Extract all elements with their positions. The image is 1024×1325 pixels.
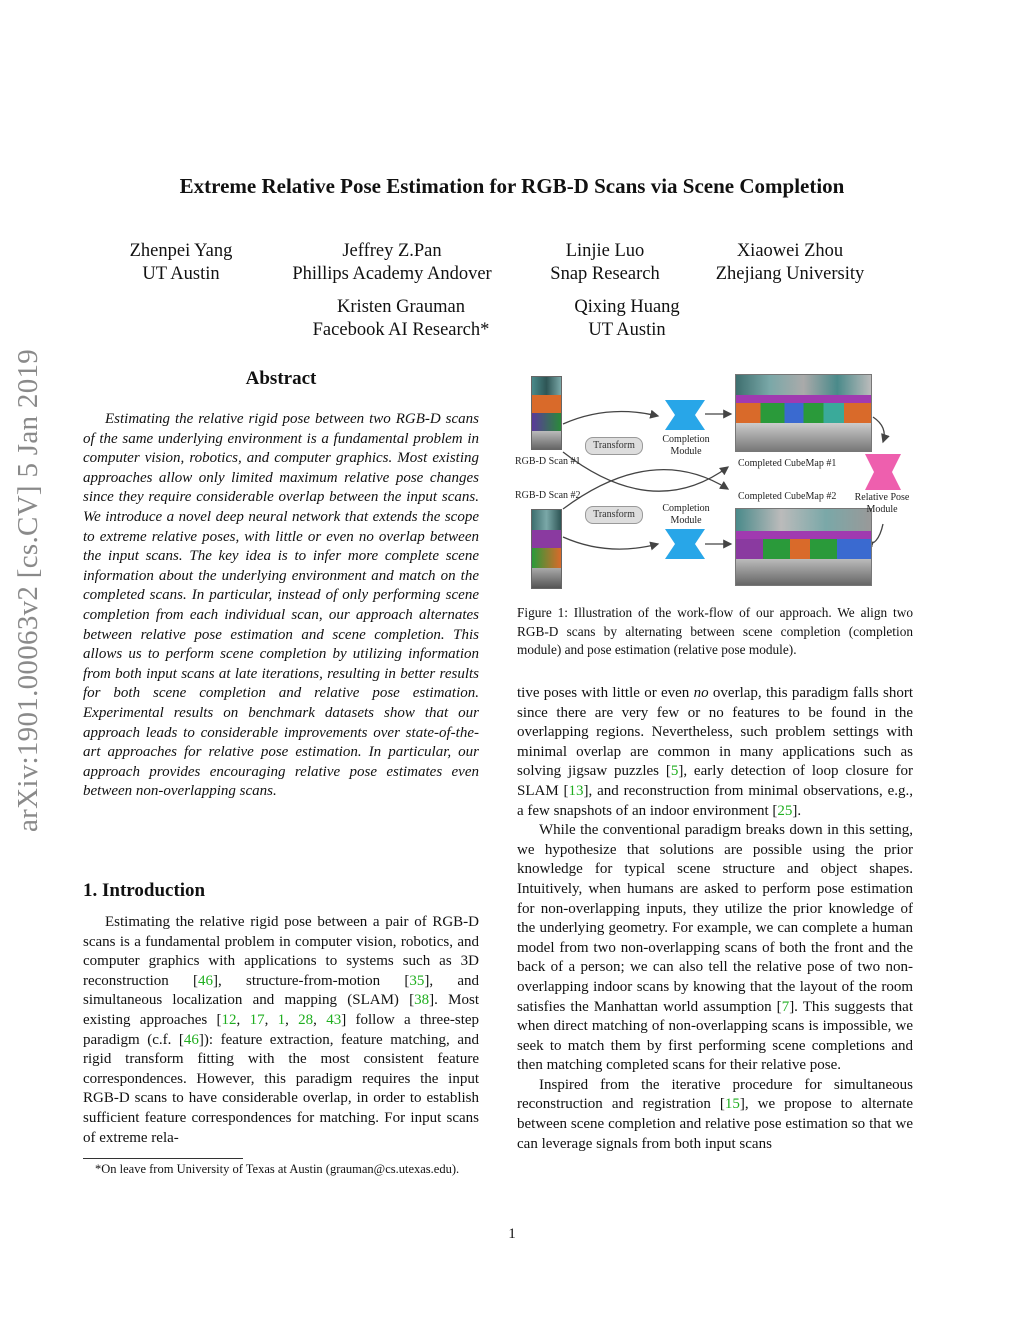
citation-link[interactable]: 17 <box>249 1011 265 1028</box>
citation-link[interactable]: 25 <box>777 802 793 819</box>
transform-label-1: Transform <box>585 437 643 455</box>
text-run: tive poses with little or even <box>517 685 694 701</box>
author-affiliation: UT Austin <box>142 264 220 284</box>
scan2-label: RGB-D Scan #2 <box>515 490 581 501</box>
relative-pose-label: Relative Pose Module <box>854 492 910 515</box>
author-name: Xiaowei Zhou <box>736 241 844 261</box>
figure-1 <box>513 372 915 590</box>
citation-link[interactable]: 13 <box>568 782 584 799</box>
scan2-image <box>531 509 562 589</box>
author-affiliation: UT Austin <box>588 320 666 340</box>
right-column <box>517 684 913 1154</box>
author-name: Zhenpei Yang <box>129 241 233 261</box>
cubemap1-image <box>735 374 872 452</box>
text-run: ]. This suggests that when direct matching of non-overlapping scans is impossible, we seek to match them by first performing scene completions and then matching completed scans for their relative pose. <box>517 998 913 1074</box>
author-name: Linjie Luo <box>565 241 645 261</box>
completion-module-icon <box>665 400 705 430</box>
footnote: *On leave from University of Texas at Austin (grauman@cs.utexas.edu). <box>95 1162 460 1176</box>
text-run: ]. Most existing approaches [ <box>83 992 479 1028</box>
arrow-cubemap1-to-relpose <box>873 417 884 442</box>
author-block <box>101 240 261 286</box>
citation-link[interactable]: 28 <box>298 1011 314 1028</box>
citation-link[interactable]: 7 <box>781 998 790 1015</box>
intro-heading: 1. Introduction <box>83 880 206 901</box>
text-run: overlap, this paradigm falls short since there are very few or no features to be found in the overlapping regions. Nevertheless, such problem settings with minimal overlap are common in many applications such as solving jigsaw puzzles [ <box>517 685 913 780</box>
text-run: ], and simultaneous localization and mapping (SLAM) [ <box>83 972 479 1009</box>
figure-caption: Figure 1: Illustration of the work-flow of our approach. We align two RGB-D scans by alternating between scene completion (completion module) and pose estimation (relative pose module). <box>517 605 913 657</box>
author-affiliation: Phillips Academy Andover <box>292 264 492 284</box>
abstract-text: Estimating the relative rigid pose between two RGB-D scans of the same underlying environment is a fundamental problem in computer vision, robotics, and computer graphics. Most existing approaches allow only limited maximum relative pose changes since they require considerable overlap between the input scans. We introduce a novel deep neural network that extends the scope to extreme relative poses, with little or even no overlap between the input scans. The key idea is to infer more complete scene information about the underlying environment and match on the completed scans. In particular, instead of only performing scene completion from each individual scan, our approach alternates between relative pose estimation and scene completion. This allows us to perform scene completion by utilizing information from both input scans at late iterations, resulting in better results for both scene completion and relative pose estimation. Experimental results on benchmark datasets show that our approach leads to considerable improvements over state-of-the-art approaches for relative pose estimation. In particular, our approach provides encouraging relative pose estimates even between non-overlapping scans. <box>83 411 479 800</box>
intro-paragraph <box>517 684 913 821</box>
author-name: Jeffrey Z.Pan <box>342 241 442 261</box>
intro-paragraph <box>517 1076 913 1154</box>
text-run: ], early detection of loop closure for SLAM [ <box>517 763 914 799</box>
relative-pose-module-icon <box>865 454 901 490</box>
transform-label-2: Transform <box>585 506 643 524</box>
intro-paragraph: Estimating the relative rigid pose between a pair of RGB-D scans is a fundamental problem in computer vision, robotics, and computer graphics with applications to systems such as 3D reconstruction [46], structure-from-motion [35], and simultaneous localization and mapping (SLAM) [38]. Most existing approaches [12, 17, 1, 28, 43] follow a three-step paradigm (c.f. [46]): feature extraction, feature matching, and rigid transform fitting with the most consistent feature correspondences. However, this paradigm requires the input RGB-D scans to have considerable overlap, in order to establish sufficient feature correspondences for matching. For input scans of extreme rela- <box>83 914 480 1146</box>
abstract-heading: Abstract <box>245 368 317 389</box>
completion-label-2: Completion Module <box>662 503 710 526</box>
text-run: Inspired from the iterative procedure for simultaneous reconstruction and registration [ <box>517 1076 913 1113</box>
text-run: ], and reconstruction from minimal observations, e.g., a few snapshots of an indoor environment [ <box>517 782 913 819</box>
citation-link[interactable]: 43 <box>326 1011 342 1028</box>
text-run: While the conventional paradigm breaks down in this setting, we hypothesize that solutions are possible using the prior knowledge for typical scene structure and object shapes. Intuitively, when humans are asked to perform pose estimation for non-overlapping inputs, they utilize the prior knowledge of the underlying geometry. For example, we can complete a human model from two non-overlapping scans of both the front and the back of a person; we can also tell the relative pose of two non-overlapping indoor scans by knowing that the layout of the room satisfies the Manhattan world assumption [ <box>517 822 913 1015</box>
page-number: 1 <box>508 1226 516 1242</box>
citation-link[interactable]: 12 <box>221 1011 237 1028</box>
scan1-image <box>531 376 562 450</box>
author-block <box>552 296 702 342</box>
citation-link[interactable]: 46 <box>198 972 214 989</box>
arrow-scan2-to-completion2 <box>563 537 658 549</box>
arxiv-stamp: arXiv:1901.00063v2 [cs.CV] 5 Jan 2019 <box>12 348 44 832</box>
text-run: ]. <box>792 802 802 819</box>
text-run: ], we propose to alternate between scene completion and relative pose estimation so that we can leverage signals from both input scans <box>517 1096 913 1152</box>
citation-link[interactable]: 38 <box>414 992 430 1009</box>
paper-title: Extreme Relative Pose Estimation for RGB-D Scans via Scene Completion <box>179 174 845 198</box>
author-affiliation: Zhejiang University <box>715 264 865 284</box>
citation-link[interactable]: 15 <box>724 1096 740 1113</box>
text-run: Estimating the relative rigid pose between a pair of RGB-D scans is a fundamental problem in computer vision, robotics, and computer graphics with applications to systems such as 3D reconstruction [ <box>83 914 479 989</box>
scan1-label: RGB-D Scan #1 <box>515 456 581 467</box>
author-block <box>700 240 880 286</box>
citation-link[interactable]: 35 <box>409 972 425 989</box>
cubemap1-label: Completed CubeMap #1 <box>738 458 837 469</box>
completion-module-icon <box>665 529 705 559</box>
citation-link[interactable]: 5 <box>670 763 679 780</box>
author-name: Qixing Huang <box>574 297 680 317</box>
emphasis: no <box>693 685 709 701</box>
text-run: ] follow a three-step paradigm (c.f. [ <box>83 1011 480 1048</box>
cubemap2-label: Completed CubeMap #2 <box>738 491 837 502</box>
author-block <box>529 240 681 286</box>
completion-label-1: Completion Module <box>662 434 710 457</box>
author-name: Kristen Grauman <box>337 297 465 317</box>
author-affiliation: Snap Research <box>550 264 660 284</box>
text-run: ]): feature extraction, feature matching, and rigid transform fitting with the most consistent feature correspondences. However, this paradigm requires the input RGB-D scans to have considerable overlap, in order to establish sufficient feature correspondences for matching. For input scans of extreme rela- <box>83 1031 479 1146</box>
text-run: ], structure-from-motion [ <box>213 972 410 989</box>
arrow-scan1-to-completion1 <box>563 412 658 425</box>
author-affiliation: Facebook AI Research* <box>312 320 490 340</box>
citation-link[interactable]: 46 <box>183 1031 199 1048</box>
author-block <box>301 296 501 342</box>
citation-link[interactable]: 1 <box>277 1011 286 1028</box>
intro-paragraph <box>517 821 913 1076</box>
footnote-rule <box>83 1158 243 1159</box>
author-block <box>281 240 503 286</box>
cubemap2-image <box>735 508 872 586</box>
